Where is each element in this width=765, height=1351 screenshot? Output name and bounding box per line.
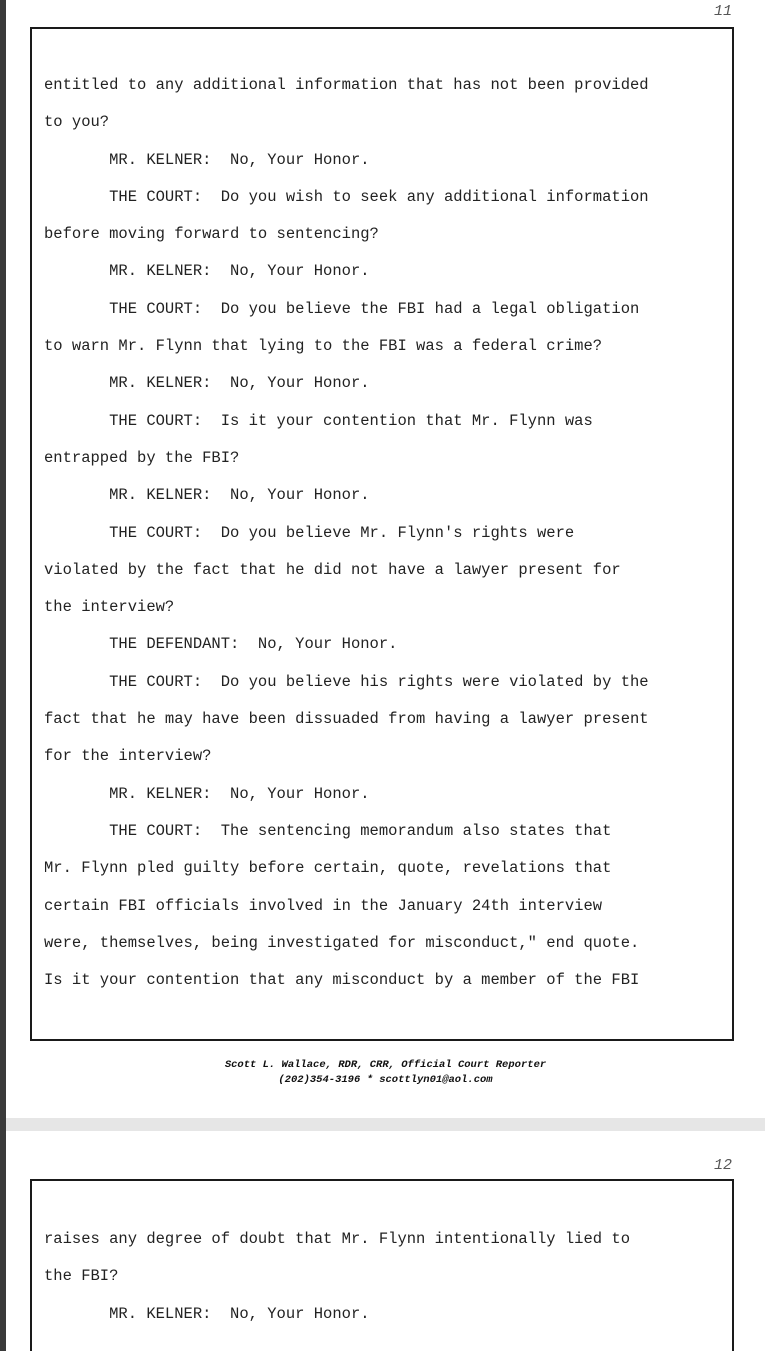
transcript-line: the interview? — [44, 598, 175, 617]
page-separator — [6, 1118, 765, 1131]
transcript-line: to warn Mr. Flynn that lying to the FBI was a federal crime? — [44, 337, 603, 356]
court-reporter-footer — [6, 1058, 765, 1088]
transcript-line: to you? — [44, 113, 110, 132]
transcript-page-11 — [6, 0, 765, 1118]
page-number: 12 — [713, 1157, 732, 1174]
transcript-line: certain FBI officials involved in the January 24th interview — [44, 896, 603, 915]
transcript-lines — [44, 1221, 732, 1333]
transcript-page-12 — [6, 1131, 765, 1351]
transcript-line: MR. KELNER: No, Your Honor. — [44, 486, 370, 505]
transcript-line: THE COURT: Do you wish to seek any additional information — [44, 187, 649, 206]
transcript-line: MR. KELNER: No, Your Honor. — [44, 374, 370, 393]
transcript-line: fact that he may have been dissuaded from having a lawyer present — [44, 710, 649, 729]
transcript-lines — [44, 67, 732, 999]
transcript-line: MR. KELNER: No, Your Honor. — [44, 150, 370, 169]
transcript-line: Is it your contention that any misconduct by a member of the FBI — [44, 971, 640, 990]
transcript-line: THE COURT: The sentencing memorandum also states that — [44, 821, 612, 840]
transcript-line: THE DEFENDANT: No, Your Honor. — [44, 635, 398, 654]
transcript-line: THE COURT: Do you believe Mr. Flynn's rights were — [44, 523, 575, 542]
reporter-contact-line: (202)354-3196 * scottlyn01@aol.com — [278, 1074, 493, 1086]
transcript-line: MR. KELNER: No, Your Honor. — [44, 784, 370, 803]
reporter-name-line: Scott L. Wallace, RDR, CRR, Official Court Reporter — [224, 1059, 547, 1071]
transcript-frame — [30, 1179, 734, 1351]
transcript-frame — [30, 27, 734, 1041]
transcript-line: THE COURT: Do you believe his rights were violated by the — [44, 672, 649, 691]
transcript-line: violated by the fact that he did not have a lawyer present for — [44, 560, 621, 579]
transcript-line: the FBI? — [44, 1267, 119, 1286]
transcript-line: Mr. Flynn pled guilty before certain, quote, revelations that — [44, 859, 612, 878]
transcript-line: raises any degree of doubt that Mr. Flynn intentionally lied to — [44, 1230, 630, 1248]
transcript-line: MR. KELNER: No, Your Honor. — [44, 1304, 370, 1323]
transcript-line: for the interview? — [44, 747, 212, 766]
page-number: 11 — [713, 3, 732, 20]
transcript-line: MR. KELNER: No, Your Honor. — [44, 262, 370, 281]
transcript-line: before moving forward to sentencing? — [44, 225, 379, 244]
transcript-line: entitled to any additional information that has not been provided — [44, 76, 649, 94]
transcript-line: entrapped by the FBI? — [44, 448, 240, 467]
transcript-line: were, themselves, being investigated for misconduct," end quote. — [44, 933, 640, 952]
transcript-line: THE COURT: Do you believe the FBI had a legal obligation — [44, 299, 640, 318]
transcript-line: THE COURT: Is it your contention that Mr. Flynn was — [44, 411, 593, 430]
